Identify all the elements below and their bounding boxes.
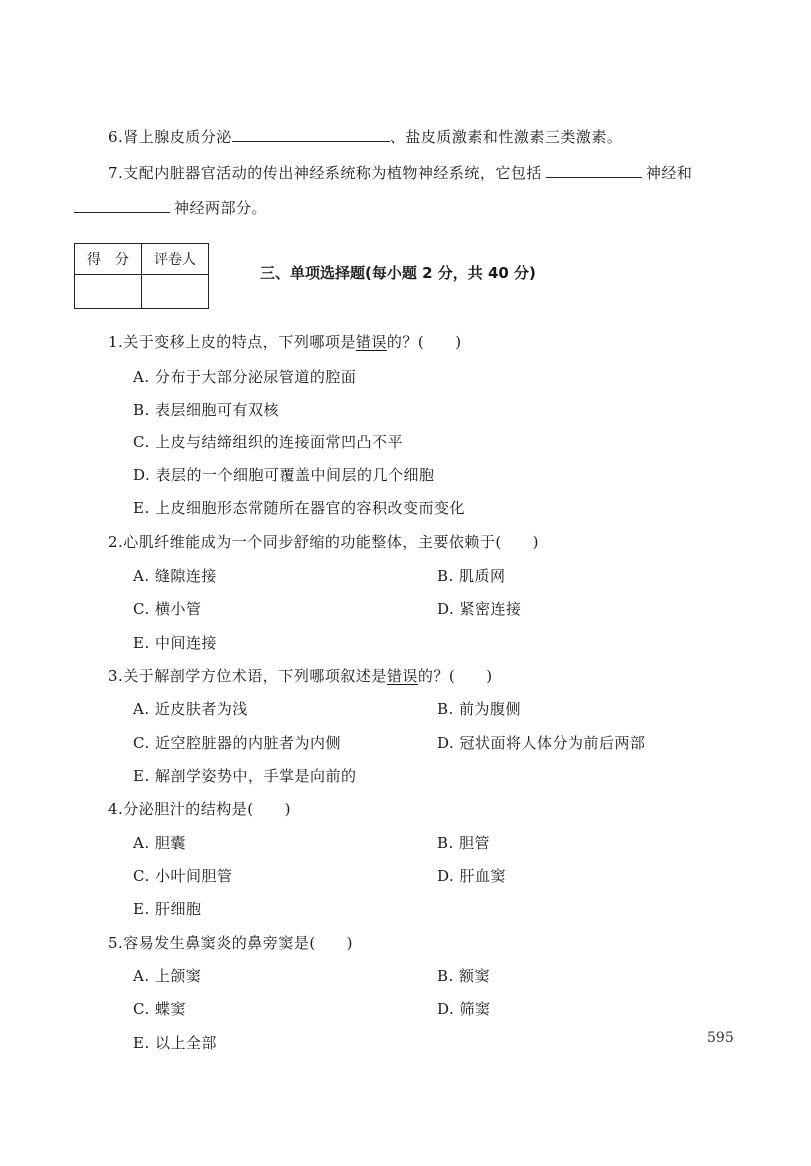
- q5-option-d: D. 筛窦: [437, 1000, 491, 1018]
- q6-text-after: 、盐皮质激素和性激素三类激素。: [389, 128, 623, 146]
- question-1-stem: [108, 332, 462, 352]
- q7-text-before: 7.支配内脏器官活动的传出神经系统称为植物神经系统，它包括: [108, 164, 542, 182]
- q1-stem-text: 1.关于变移上皮的特点，下列哪项是: [108, 333, 356, 351]
- q5-option-b: B. 额窦: [437, 967, 491, 985]
- fill-question-7-line2: [74, 198, 267, 218]
- q6-text-before: 6.肾上腺皮质分泌: [108, 128, 232, 146]
- q2-option-d: D. 紧密连接: [437, 600, 522, 618]
- fill-question-6: [108, 127, 622, 147]
- q5-option-a: A. 上颌窦: [133, 967, 202, 985]
- question-2-stem: 2.心肌纤维能成为一个同步舒缩的功能整体，主要依赖于( ): [108, 533, 540, 551]
- question-5-stem: 5.容易发生鼻窦炎的鼻旁窦是( ): [108, 934, 354, 952]
- q1-option-b: B. 表层细胞可有双核: [133, 401, 280, 419]
- q4-option-d: D. 肝血窦: [437, 867, 507, 885]
- q7-text-after: 神经和: [645, 164, 693, 182]
- score-cell: [75, 275, 142, 309]
- grader-header: 评卷人: [142, 244, 209, 275]
- fill-question-7: [108, 163, 692, 183]
- q2-option-a: A. 缝隙连接: [133, 567, 217, 585]
- q3-option-c: C. 近空腔脏器的内脏者为内侧: [133, 734, 341, 752]
- q4-option-b: B. 胆管: [437, 834, 491, 852]
- q3-option-a: A. 近皮肤者为浅: [133, 700, 248, 718]
- q1-emphasis: 错误: [355, 333, 387, 351]
- grader-cell: [142, 275, 209, 309]
- q4-option-e: E. 肝细胞: [133, 900, 202, 918]
- q1-option-c: C. 上皮与结缔组织的连接面常凹凸不平: [133, 433, 403, 451]
- q1-stem-end: 的？( ): [386, 333, 462, 351]
- q7-text-line2: 神经两部分。: [174, 199, 268, 217]
- question-3-stem: [108, 666, 493, 686]
- score-header: 得 分: [75, 244, 142, 275]
- q4-option-c: C. 小叶间胆管: [133, 867, 233, 885]
- q3-option-b: B. 前为腹侧: [437, 700, 522, 718]
- q1-option-a: A. 分布于大部分泌尿管道的腔面: [133, 368, 357, 386]
- page-number: 595: [707, 1030, 734, 1046]
- q3-option-d: D. 冠状面将人体分为前后两部: [437, 734, 646, 752]
- q7-blank-1: [546, 163, 642, 178]
- question-4-stem: 4.分泌胆汁的结构是( ): [108, 800, 292, 818]
- q3-emphasis: 错误: [386, 667, 418, 685]
- q2-option-b: B. 肌质网: [437, 567, 506, 585]
- q3-stem-end: 的？( ): [417, 667, 493, 685]
- q1-option-d: D. 表层的一个细胞可覆盖中间层的几个细胞: [133, 466, 435, 484]
- q5-option-e: E. 以上全部: [133, 1034, 217, 1052]
- q6-blank: [232, 127, 390, 142]
- q2-option-e: E. 中间连接: [133, 634, 217, 652]
- q7-blank-2: [74, 198, 170, 213]
- q3-option-e: E. 解剖学姿势中，手掌是向前的: [133, 767, 357, 785]
- score-table: [74, 243, 209, 309]
- q1-option-e: E. 上皮细胞形态常随所在器官的容积改变而变化: [133, 499, 465, 517]
- q3-stem-text: 3.关于解剖学方位术语，下列哪项叙述是: [108, 667, 387, 685]
- q4-option-a: A. 胆囊: [133, 834, 186, 852]
- q2-option-c: C. 横小管: [133, 600, 202, 618]
- q5-option-c: C. 蝶窦: [133, 1000, 186, 1018]
- section-title: 三、单项选择题(每小题 2 分，共 40 分): [260, 264, 536, 282]
